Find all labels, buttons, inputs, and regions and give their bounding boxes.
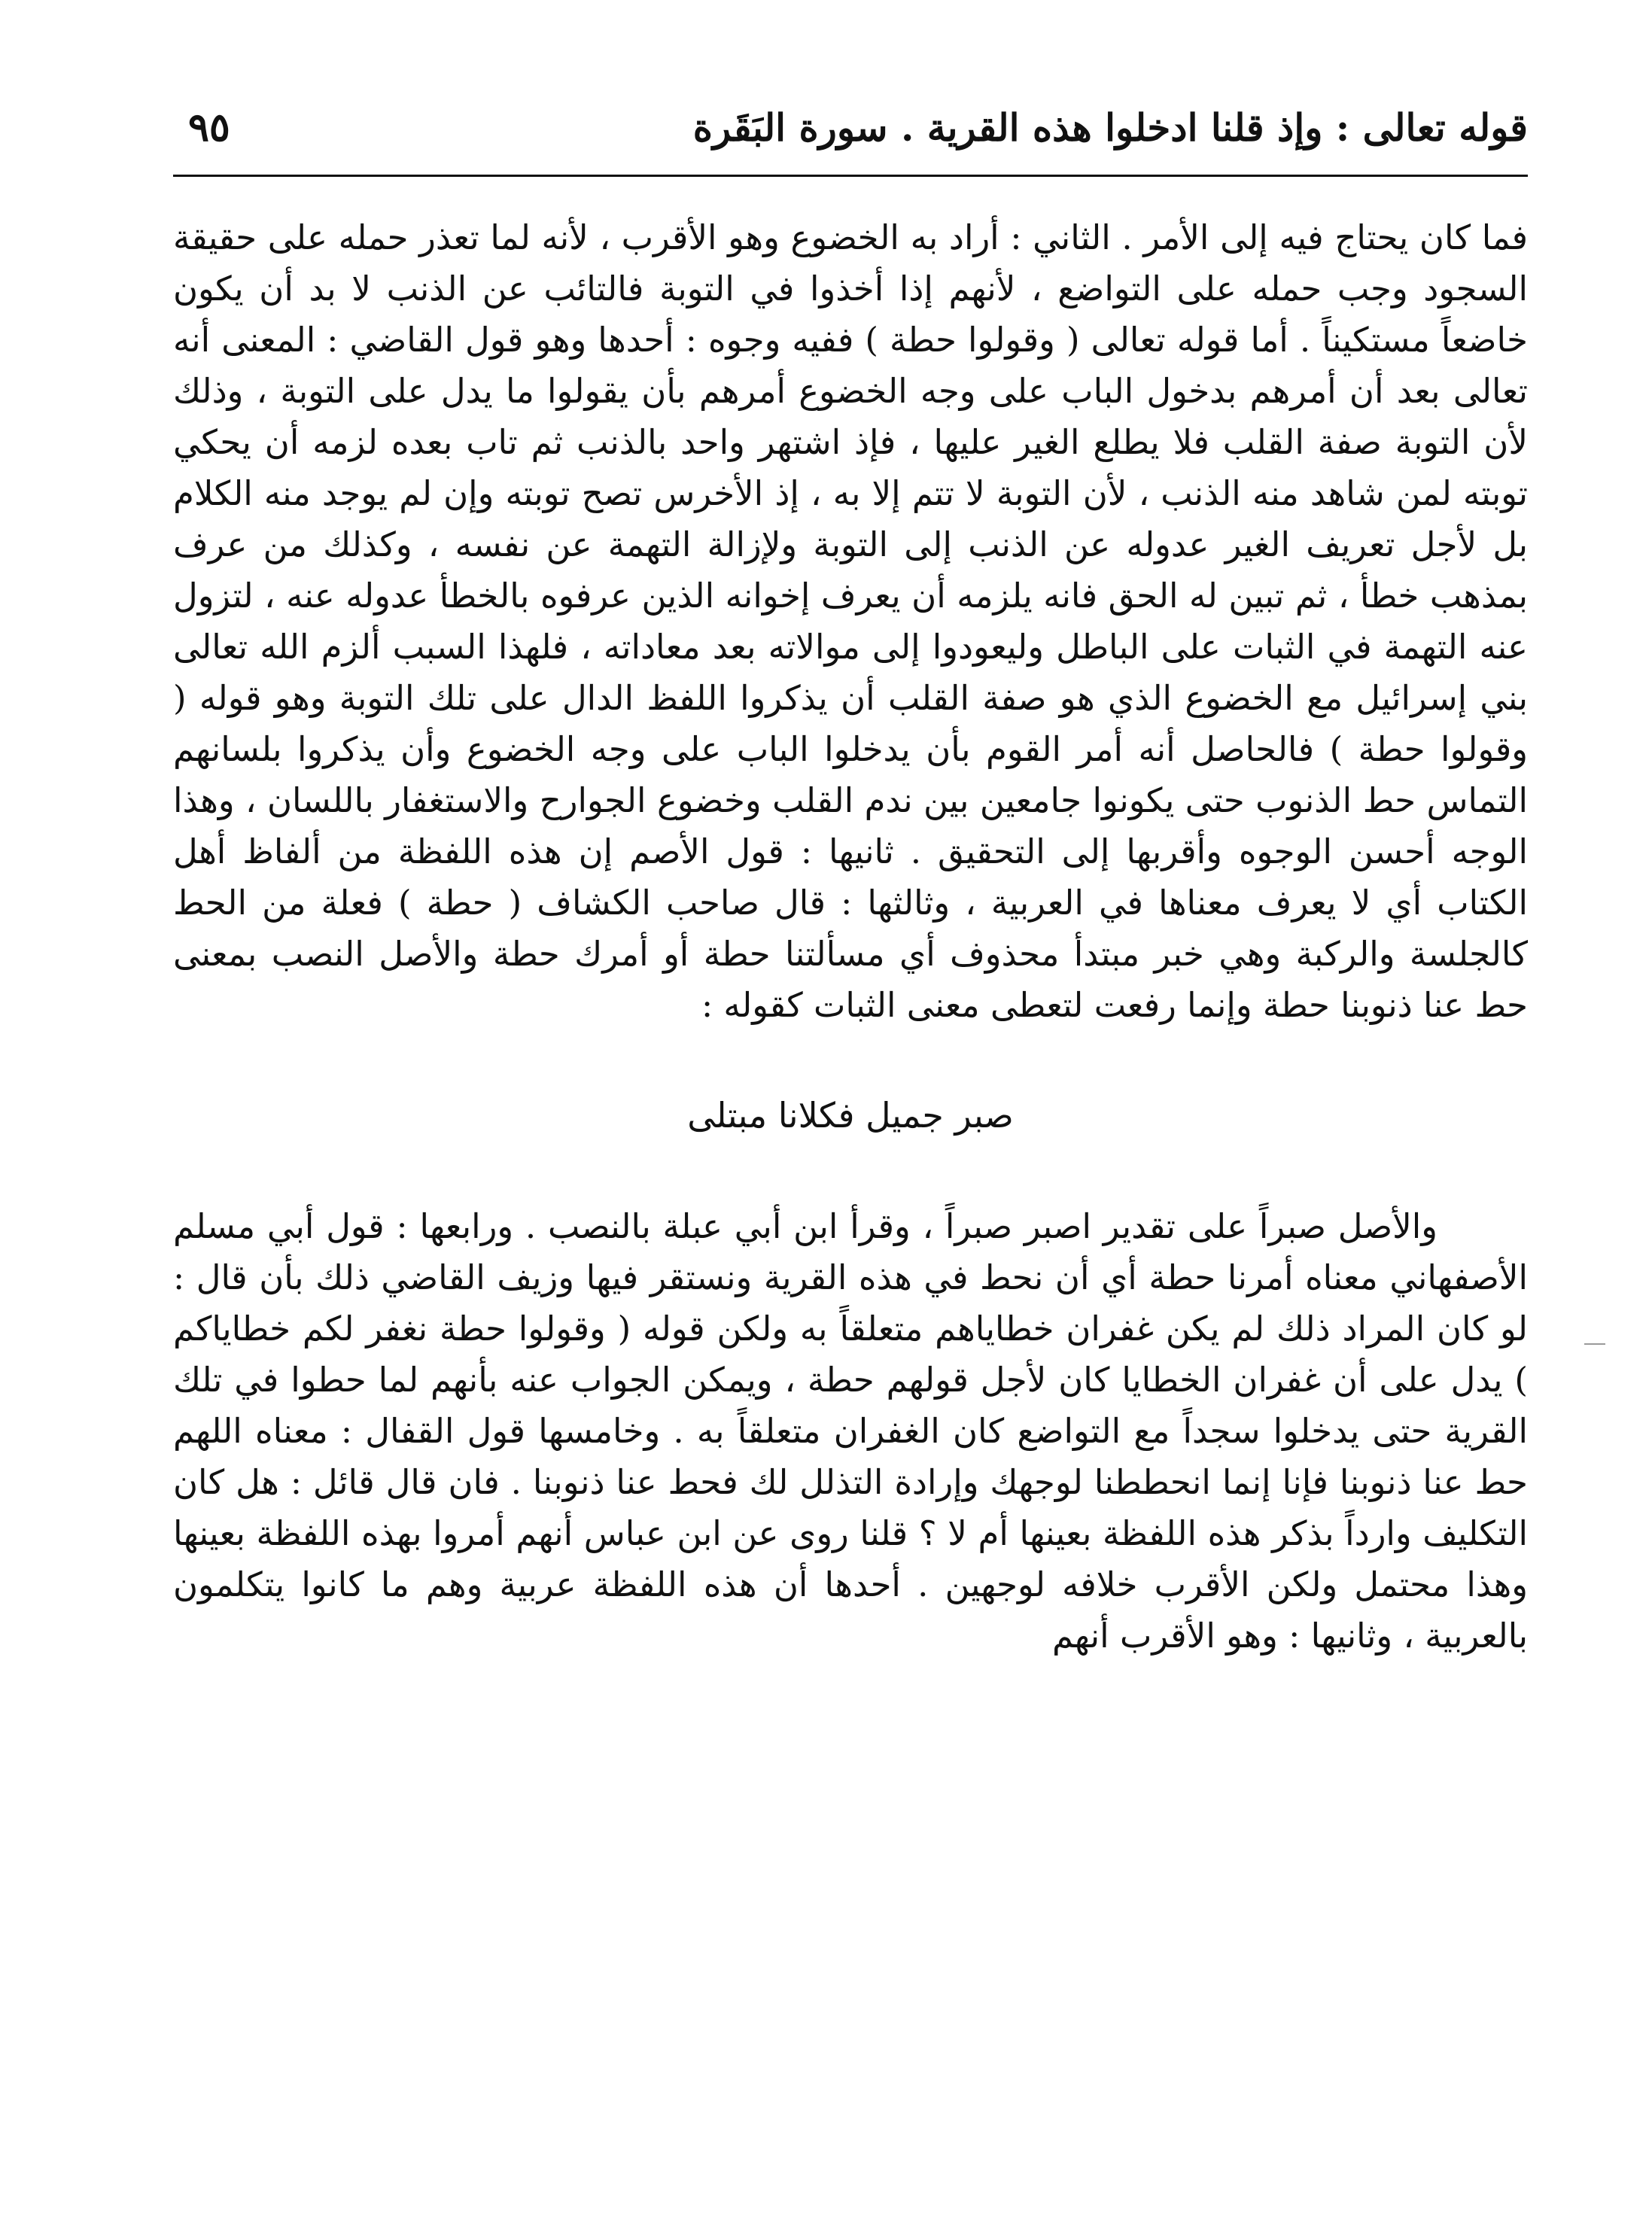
page-number: ٩٥ [188,105,230,151]
body-text [173,212,1528,1662]
paragraph: والأصل صبراً على تقدير اصبر صبراً ، وقرأ ابن أبي عبلة بالنصب . ورابعها : قول أبي مسلم الأصفهاني معناه أمرنا حطة أي أن نحط في هذه القرية ونستقر فيها وزيف القاضي ذلك بأن قال : لو كان المراد ذلك لم يكن غفران خطاياهم متعلقاً به ولكن قوله ( وقولوا حطة نغفر لكم خطاياكم ) يدل على أن غفران الخطايا كان لأجل قولهم حطة ، ويمكن الجواب عنه بأنهم لما حطوا في تلك القرية حتى يدخلوا سجداً مع التواضع كان الغفران متعلقاً به . وخامسها قول القفال : معناه اللهم حط عنا ذنوبنا فإنا إنما انحططنا لوجهك وإرادة التذلل لك فحط عنا ذنوبنا . فان قال قائل : هل كان التكليف وارداً بذكر هذه اللفظة بعينها أم لا ؟ قلنا روى عن ابن عباس أنهم أمروا بهذه اللفظة بعينها وهذا محتمل ولكن الأقرب خلافه لوجهين . أحدها أن هذه اللفظة عربية وهم ما كانوا يتكلمون بالعربية ، وثانيها : وهو الأقرب أنهم [173,1206,1528,1656]
paragraph: فما كان يحتاج فيه إلى الأمر . الثاني : أراد به الخضوع وهو الأقرب ، لأنه لما تعذر حمله على حقيقة السجود وجب حمله على التواضع ، لأنهم إذا أخذوا في التوبة فالتائب عن الذنب لا بد أن يكون خاضعاً مستكيناً . أما قوله تعالى ( وقولوا حطة ) ففيه وجوه : أحدها وهو قول القاضي : المعنى أنه تعالى بعد أن أمرهم بدخول الباب على وجه الخضوع أمرهم بأن يقولوا ما يدل على التوبة ، وذلك لأن التوبة صفة القلب فلا يطلع الغير عليها ، فإذ اشتهر واحد بالذنب ثم تاب بعده لزمه أن يحكي توبته لمن شاهد منه الذنب ، لأن التوبة لا تتم إلا به ، إذ الأخرس تصح توبته وإن لم يوجد منه الكلام بل لأجل تعريف الغير عدوله عن الذنب إلى التوبة ولإزالة التهمة عن نفسه ، وكذلك من عرف بمذهب خطأ ، ثم تبين له الحق فانه يلزمه أن يعرف إخوانه الذين عرفوه بالخطأ عدوله عنه ، لتزول عنه التهمة في الثبات على الباطل وليعودوا إلى موالاته بعد معاداته ، فلهذا السبب ألزم الله تعالى بني إسرائيل مع الخضوع الذي هو صفة القلب أن يذكروا اللفظ الدال على تلك التوبة وهو قوله ( وقولوا حطة ) فالحاصل أنه أمر القوم بأن يدخلوا الباب على وجه الخضوع وأن يذكروا بلسانهم التماس حط الذنوب حتى يكونوا جامعين بين ندم القلب وخضوع الجوارح والاستغفار باللسان ، وهذا الوجه أحسن الوجوه وأقربها إلى التحقيق . ثانيها : قول الأصم إن هذه اللفظة من ألفاظ أهل الكتاب أي لا يعرف معناها في العربية ، وثالثها : قال صاحب الكشاف ( حطة ) فعلة من الحط كالجلسة والركبة وهي خبر مبتدأ محذوف أي مسألتنا حطة أو أمرك حطة والأصل النصب بمعنى حط عنا ذنوبنا حطة وإنما رفعت لتعطى معنى الثبات كقوله : [173,217,1528,1025]
poetry-verse: صبر جميل فكلانا مبتلى [687,1095,1014,1136]
header-divider [173,175,1528,177]
running-title: قوله تعالى : وإذ قلنا ادخلوا هذه القرية . سورة البَقَرة [692,105,1528,150]
scan-artifact-mark [1584,1343,1605,1345]
page-header [173,98,1528,166]
